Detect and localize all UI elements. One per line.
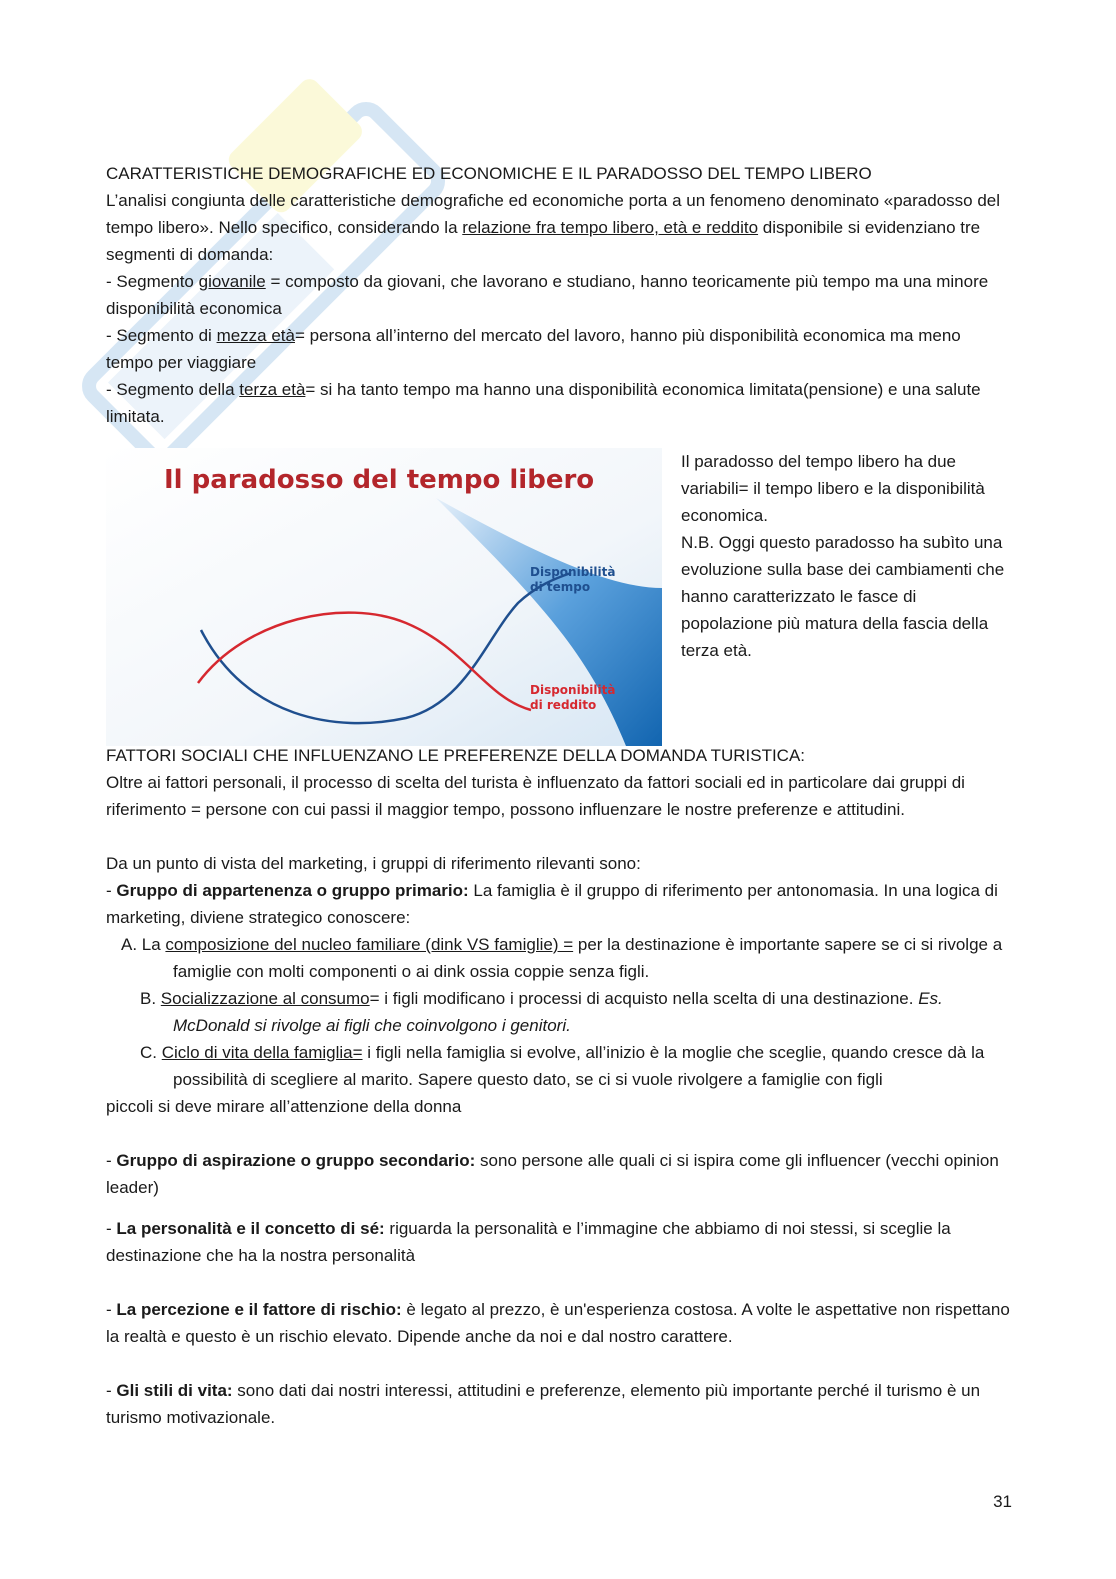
segment-elderly: - Segmento della terza età= si ha tanto tempo ma hanno una disponibilità economica limitata(pensione) e una salute limitata. (106, 380, 981, 426)
segment-youth: - Segmento giovanile = composto da giovani, che lavorano e studiano, hanno teoricamente più tempo ma una minore disponibilità economica (106, 272, 989, 318)
section-social-factors (106, 742, 1011, 1431)
page-number: 31 (993, 1492, 1012, 1511)
group-primary: - Gruppo di appartenenza o gruppo primario: La famiglia è il gruppo di riferimento per antonomasia. In una logica di marketing, diviene strategico conoscere: (106, 881, 998, 927)
list-item-c-continued: piccoli si deve mirare all’attenzione della donna (106, 1097, 462, 1116)
list-item-c: C. Ciclo di vita della famiglia= i figli nella famiglia si evolve, all’inizio è la moglie che sceglie, quando cresce dà la possibilità di scegliere al marito. Sapere questo dato, se ci si vuole rivolgere a famiglie con figli (140, 1043, 985, 1089)
section-demographics (106, 160, 1011, 430)
label-time-2: di tempo (530, 580, 591, 594)
intro-paragraph: L’analisi congiunta delle caratteristiche demografiche ed economiche porta a un fenomeno denominato «paradosso del tempo libero». Nello specifico, considerando la relazione fra tempo libero, età e reddito disponibile si evidenziano tre segmenti di domanda: (106, 191, 1001, 264)
side-paragraph-2: N.B. Oggi questo paradosso ha subìto una evoluzione sulla base dei cambiamenti che hanno caratterizzato le fasce di popolazione più matura della fascia della terza età. (681, 533, 1005, 660)
figure-title: Il paradosso del tempo libero (164, 465, 595, 495)
list-item-a: A. La composizione del nucleo familiare (dink VS famiglie) = per la destinazione è importante sapere se ci si rivolge a famiglie con molti componenti o ai dink ossia coppie senza figli. (121, 935, 1003, 981)
section-title-social: FATTORI SOCIALI CHE INFLUENZANO LE PREFERENZE DELLA DOMANDA TURISTICA: (106, 746, 806, 765)
group-secondary: - Gruppo di aspirazione o gruppo secondario: sono persone alle quali ci si ispira come gli influencer (vecchi opinion leader) (106, 1151, 999, 1197)
factor-risk: - La percezione e il fattore di rischio: è legato al prezzo, è un'esperienza costosa. A volte le aspettative non rispettano la realtà e questo è un rischio elevato. Dipende anche da noi e dal nostro carattere. (106, 1300, 1010, 1346)
underlined-phrase: relazione fra tempo libero, età e reddito (462, 218, 759, 237)
segment-middle-age: - Segmento di mezza età= persona all’interno del mercato del lavoro, hanno più disponibilità economica ma meno tempo per viaggiare (106, 326, 961, 372)
paradox-figure (106, 448, 662, 746)
side-paragraph-1: Il paradosso del tempo libero ha due variabili= il tempo libero e la disponibilità economica. (681, 452, 985, 525)
groups-intro: Da un punto di vista del marketing, i gruppi di riferimento rilevanti sono: (106, 854, 641, 873)
factor-lifestyles: - Gli stili di vita: sono dati dai nostri interessi, attitudini e preferenze, elemento più importante perché il turismo è un turismo motivazionale. (106, 1381, 981, 1427)
label-income-1: Disponibilità (530, 683, 616, 697)
factor-personality: - La personalità e il concetto di sé: riguarda la personalità e l’immagine che abbiamo di noi stessi, si sceglie la destinazione che ha la nostra personalità (106, 1219, 951, 1265)
social-intro: Oltre ai fattori personali, il processo di scelta del turista è influenzato da fattori sociali ed in particolare dai gruppi di riferimento = persone con cui passi il maggior tempo, possono influenzare le nostre preferenze e attitudini. (106, 773, 965, 819)
section-title-demographics: CARATTERISTICHE DEMOGRAFICHE ED ECONOMICHE E IL PARADOSSO DEL TEMPO LIBERO (106, 164, 872, 183)
list-item-b: B. Socializzazione al consumo= i figli modificano i processi di acquisto nella scelta di una destinazione. Es. McDonald si rivolge ai figli che coinvolgono i genitori. (140, 989, 943, 1035)
label-time-1: Disponibilità (530, 565, 616, 579)
label-income-2: di reddito (530, 698, 597, 712)
figure-side-text (681, 448, 1011, 664)
